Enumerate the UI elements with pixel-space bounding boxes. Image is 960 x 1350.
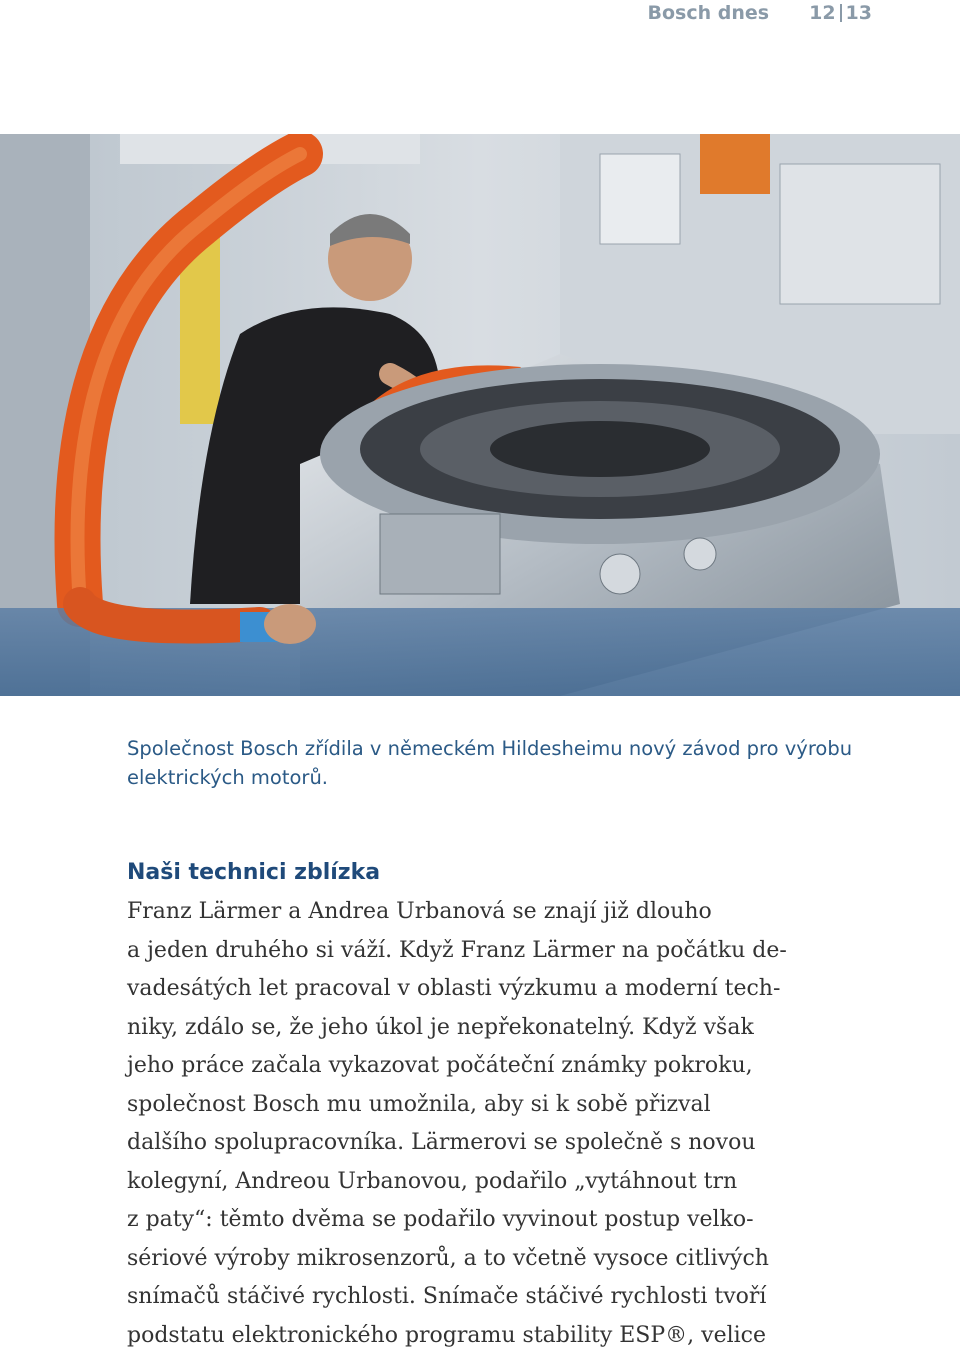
body-line: niky, zdálo se, že jeho úkol je nepřekonatelný. Když však [127, 1014, 754, 1040]
body-line: kolegyní, Andreou Urbanovou, podařilo „vytáhnout trn [127, 1168, 738, 1194]
body-line: snímačů stáčivé rychlosti. Snímače stáčivé rychlosti tvoří [127, 1284, 767, 1309]
page-number-left: 12 [809, 2, 836, 24]
body-line: Franz Lärmer a Andrea Urbanová se znají již dlouho [127, 899, 712, 924]
photo-caption [127, 734, 887, 792]
page-number-right: 13 [845, 2, 872, 24]
page-header [648, 0, 872, 26]
factory-photo [0, 134, 960, 696]
body-line: jeho práce začala vykazovat počáteční známky pokroku, [127, 1053, 753, 1078]
body-line: společnost Bosch mu umožnila, aby si k sobě přizval [127, 1091, 711, 1117]
article-heading: Naši technici zblízka [127, 860, 381, 885]
article-body [127, 893, 907, 1350]
body-line: podstatu elektronického programu stability ESP®, velice [127, 1322, 767, 1348]
body-line: dalšího spolupracovníka. Lärmerovi se společně s novou [127, 1130, 756, 1155]
caption-line-2: elektrických motorů. [127, 766, 328, 789]
factory-worker-illustration [0, 134, 960, 696]
body-line: sériové výroby mikrosenzorů, a to včetně vysoce citlivých [127, 1245, 769, 1271]
caption-line-1: Společnost Bosch zřídila v německém Hildesheimu nový závod pro výrobu [127, 737, 853, 760]
page-number-separator [840, 4, 842, 22]
section-title: Bosch dnes [647, 2, 770, 24]
body-line: a jeden druhého si váží. Když Franz Lärmer na počátku de- [127, 937, 787, 963]
body-line: z paty“: těmto dvěma se podařilo vyvinout postup velko- [127, 1207, 754, 1232]
body-line: vadesátých let pracoval v oblasti výzkumu a moderní tech- [127, 976, 781, 1001]
